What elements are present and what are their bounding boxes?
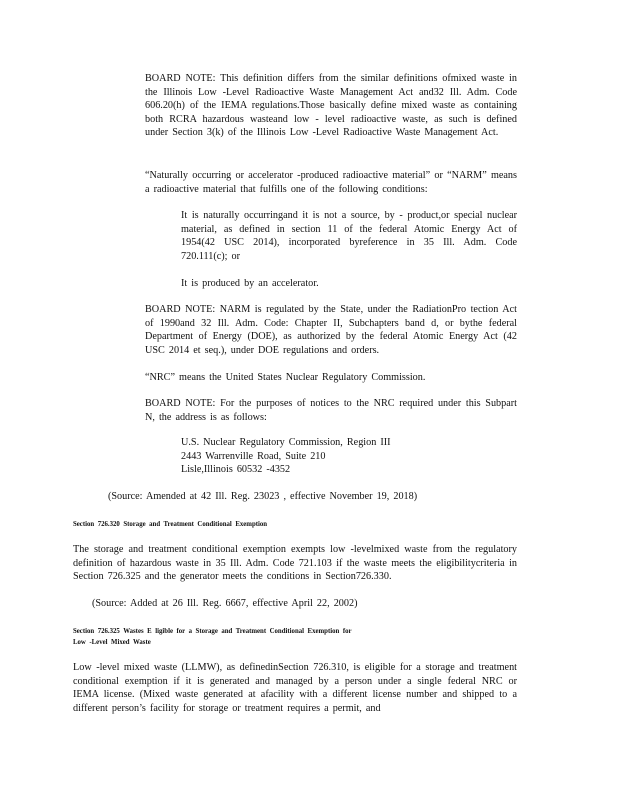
nrc-address — [181, 436, 481, 477]
address-line-3: Lisle,Illinois 60532 -4352 — [181, 464, 291, 476]
address-line-1: U.S. Nuclear Regulatory Commission, Region III — [181, 437, 391, 448]
section-726-320-body: The storage and treatment conditional exemption exempts low -levelmixed waste from the regulatory definition of hazardous waste in 35 Ill. Adm. Code 721.103 if the waste meets the eligibilitycriteria in Section 726.325 and the generator meets the conditions in Section726.330. — [73, 544, 517, 583]
source-note-2: (Source: Added at 26 Ill. Reg. 6667, effective April 22, 2002) — [92, 598, 358, 609]
section-726-320-heading: Section 726.320 Storage and Treatment Conditional Exemption — [73, 519, 268, 528]
narm-condition-2: It is produced by an accelerator. — [181, 278, 319, 289]
source-note-1: (Source: Amended at 42 Ill. Reg. 23023 , effective November 19, 2018) — [108, 491, 418, 502]
section-726-325-heading-line-1: Section 726.325 Wastes E ligible for a Storage and Treatment Conditional Exemption for — [73, 626, 352, 635]
nrc-definition: “NRC” means the United States Nuclear Regulatory Commission. — [145, 372, 426, 383]
address-line-2: 2443 Warrenville Road, Suite 210 — [181, 450, 326, 462]
narm-definition: “Naturally occurring or accelerator -produced radioactive material” or “NARM” means a radioactive material that fulfills one of the following conditions: — [145, 170, 517, 195]
section-726-325-body: Low -level mixed waste (LLMW), as definedinSection 726.310, is eligible for a storage and treatment conditional exemption if it is generated and managed by a person under a single federal NRC or IEMA license. (Mixed waste generated at afacility with a different license number and shipped to a different person’s facility for storage or treatment requires a permit, and — [73, 662, 517, 714]
section-726-325-heading-line-2: Low -Level Mixed Waste — [73, 637, 151, 646]
board-note-nrc-address: BOARD NOTE: For the purposes of notices to the NRC required under this Subpart N, the address is as follows: — [145, 398, 517, 423]
board-note-narm: BOARD NOTE: NARM is regulated by the State, under the RadiationPro tection Act of 1990and 32 Ill. Adm. Code: Chapter II, Subchapters band d, or bythe federal Department of Energy (DOE), as authorized by the federal Atomic Energy Act (42 USC 2014 et seq.), under DOE regulations and orders. — [145, 304, 517, 356]
narm-condition-1: It is naturally occurringand it is not a source, by - product,or special nuclear material, as defined in section 11 of the federal Atomic Energy Act of 1954(42 USC 2014), incorporated byreference in 35 Ill. Adm. Code 720.111(c); or — [181, 210, 517, 262]
section-726-325-heading — [73, 625, 489, 647]
board-note-definition: BOARD NOTE: This definition differs from the similar definitions ofmixed waste in the Illinois Low -Level Radioactive Waste Management Act and32 Ill. Adm. Code 606.20(h) of the IEMA regulations.Those basically define mixed waste as containing both RCRA hazardous wasteand low - level radioactive waste, as such is defined under Section 3(k) of the Illinois Low -Level Radioactive Waste Management Act. — [145, 73, 517, 139]
